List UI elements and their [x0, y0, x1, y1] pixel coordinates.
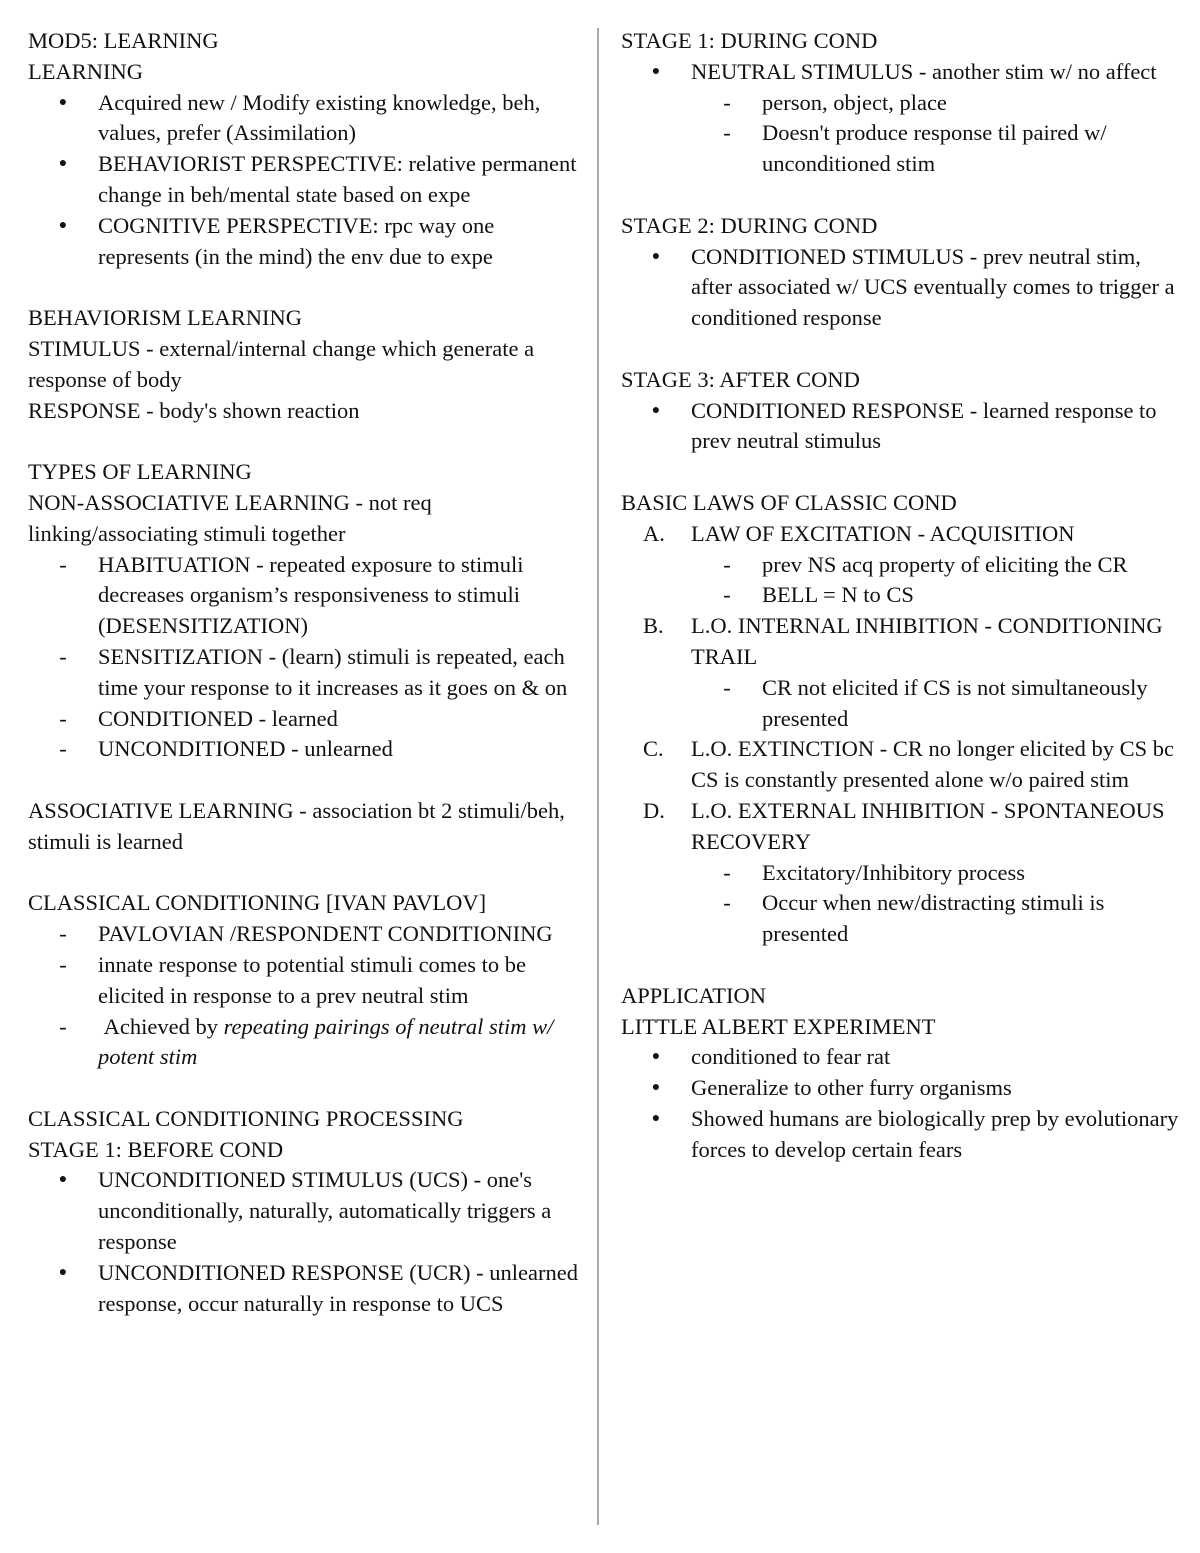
list-item: - BELL = N to CS	[621, 580, 1181, 611]
list-item: ● BEHAVIORIST PERSPECTIVE: relative permanent change in beh/mental state based on expe	[28, 149, 588, 211]
list-marker: A.	[643, 520, 665, 546]
stage-heading: STAGE 1: DURING COND	[621, 28, 878, 53]
dash-icon: -	[59, 736, 67, 762]
sub-heading: LITTLE ALBERT EXPERIMENT	[621, 1013, 936, 1039]
section-heading: TYPES OF LEARNING	[28, 459, 252, 485]
list-item: ● conditioned to fear rat	[621, 1042, 1181, 1073]
paragraph: NON-ASSOCIATIVE LEARNING - not req linking/associating stimuli together	[28, 489, 432, 546]
bullet-icon: ●	[651, 63, 661, 79]
dash-icon: -	[59, 921, 67, 947]
bullet-icon: ●	[651, 402, 661, 418]
stage-heading: STAGE 1: BEFORE COND	[28, 1136, 284, 1162]
section-heading: APPLICATION	[621, 982, 767, 1008]
bullet-icon: ●	[58, 1172, 68, 1188]
list-item: - Occur when new/distracting stimuli is presented	[621, 888, 1181, 950]
list-item: ● Showed humans are biologically prep by evolutionary forces to develop certain fears	[621, 1104, 1181, 1166]
dash-icon: -	[723, 674, 731, 700]
list-item: ● Generalize to other furry organisms	[621, 1073, 1181, 1104]
list-item: A. LAW OF EXCITATION - ACQUISITION	[621, 519, 1181, 550]
section-heading: BEHAVIORISM LEARNING	[28, 305, 302, 331]
left-column	[28, 26, 588, 1319]
list-item: B. L.O. INTERNAL INHIBITION - CONDITIONING TRAIL	[643, 613, 1163, 669]
list-item: - CR not elicited if CS is not simultaneously presented	[621, 673, 1181, 735]
right-column	[621, 26, 1181, 1165]
list-marker: B.	[643, 613, 664, 639]
dash-icon: -	[723, 120, 731, 146]
list-item: ● CONDITIONED RESPONSE - learned response to prev neutral stimulus	[621, 396, 1181, 458]
section-heading: BASIC LAWS OF CLASSIC COND	[621, 489, 957, 515]
list-item: - innate response to potential stimuli comes to be elicited in response to a prev neutral stim	[28, 950, 588, 1012]
paragraph: ASSOCIATIVE LEARNING - association bt 2 stimuli/beh, stimuli is learned	[28, 797, 565, 854]
bullet-icon: ●	[58, 217, 68, 233]
section-heading: CLASSICAL CONDITIONING PROCESSING	[28, 1105, 464, 1131]
list-item: - UNCONDITIONED - unlearned	[28, 734, 588, 765]
list-item: ● NEUTRAL STIMULUS - another stim w/ no affect	[621, 57, 1181, 88]
dash-icon: -	[59, 643, 67, 669]
list-marker: D.	[643, 797, 665, 823]
list-item: - Achieved by repeating pairings of neutral stim w/ potent stim	[28, 1012, 588, 1074]
list-item: - person, object, place	[621, 88, 1181, 119]
dash-icon: -	[723, 890, 731, 916]
list-item: ● UNCONDITIONED RESPONSE (UCR) - unlearned response, occur naturally in response to UCS	[28, 1258, 588, 1320]
dash-icon: -	[723, 582, 731, 608]
list-item: - HABITUATION - repeated exposure to stimuli decreases organism’s responsiveness to stimuli (DESENSITIZATION)	[28, 550, 588, 642]
stage-heading: STAGE 2: DURING COND	[621, 212, 878, 238]
list-item: ● COGNITIVE PERSPECTIVE: rpc way one represents (in the mind) the env due to expe	[28, 211, 588, 273]
bullet-icon: ●	[651, 1049, 661, 1065]
list-item: D. L.O. EXTERNAL INHIBITION - SPONTANEOUS RECOVERY	[643, 797, 1165, 854]
list-item: - Excitatory/Inhibitory process	[621, 858, 1181, 889]
list-item: - SENSITIZATION - (learn) stimuli is repeated, each time your response to it increases as it goes on & on	[28, 642, 588, 704]
dash-icon: -	[59, 1013, 67, 1039]
dash-icon: -	[59, 705, 67, 731]
bullet-icon: ●	[651, 1110, 661, 1126]
bullet-icon: ●	[58, 156, 68, 172]
bullet-icon: ●	[58, 1264, 68, 1280]
bullet-icon: ●	[651, 248, 661, 264]
dash-icon: -	[59, 551, 67, 577]
list-item: - PAVLOVIAN /RESPONDENT CONDITIONING	[28, 919, 588, 950]
list-marker: C.	[643, 736, 664, 762]
list-item: - CONDITIONED - learned	[28, 704, 588, 735]
dash-icon: -	[59, 951, 67, 977]
dash-icon: -	[723, 89, 731, 115]
paragraph: STIMULUS - external/internal change which generate a response of body	[28, 335, 535, 392]
page-title: MOD5: LEARNING	[28, 28, 219, 53]
list-item: - Doesn't produce response til paired w/ unconditioned stim	[621, 118, 1181, 180]
list-item: ● CONDITIONED STIMULUS - prev neutral stim, after associated w/ UCS eventually comes to trigger a conditioned response	[621, 242, 1181, 334]
list-item: ● Acquired new / Modify existing knowledge, beh, values, prefer (Assimilation)	[28, 88, 588, 150]
list-item: ● UNCONDITIONED STIMULUS (UCS) - one's unconditionally, naturally, automatically triggers a response	[28, 1165, 588, 1257]
paragraph: RESPONSE - body's shown reaction	[28, 397, 360, 423]
bullet-icon: ●	[651, 1080, 661, 1096]
bullet-icon: ●	[58, 94, 68, 110]
list-item: C. L.O. EXTINCTION - CR no longer elicited by CS bc CS is constantly presented alone w/o paired stim	[643, 736, 1175, 793]
column-divider	[597, 28, 599, 1525]
stage-heading: STAGE 3: AFTER COND	[621, 366, 860, 392]
list-item: - prev NS acq property of eliciting the CR	[621, 550, 1181, 581]
dash-icon: -	[723, 551, 731, 577]
section-heading: CLASSICAL CONDITIONING [IVAN PAVLOV]	[28, 890, 487, 916]
section-heading: LEARNING	[28, 58, 143, 84]
dash-icon: -	[723, 859, 731, 885]
